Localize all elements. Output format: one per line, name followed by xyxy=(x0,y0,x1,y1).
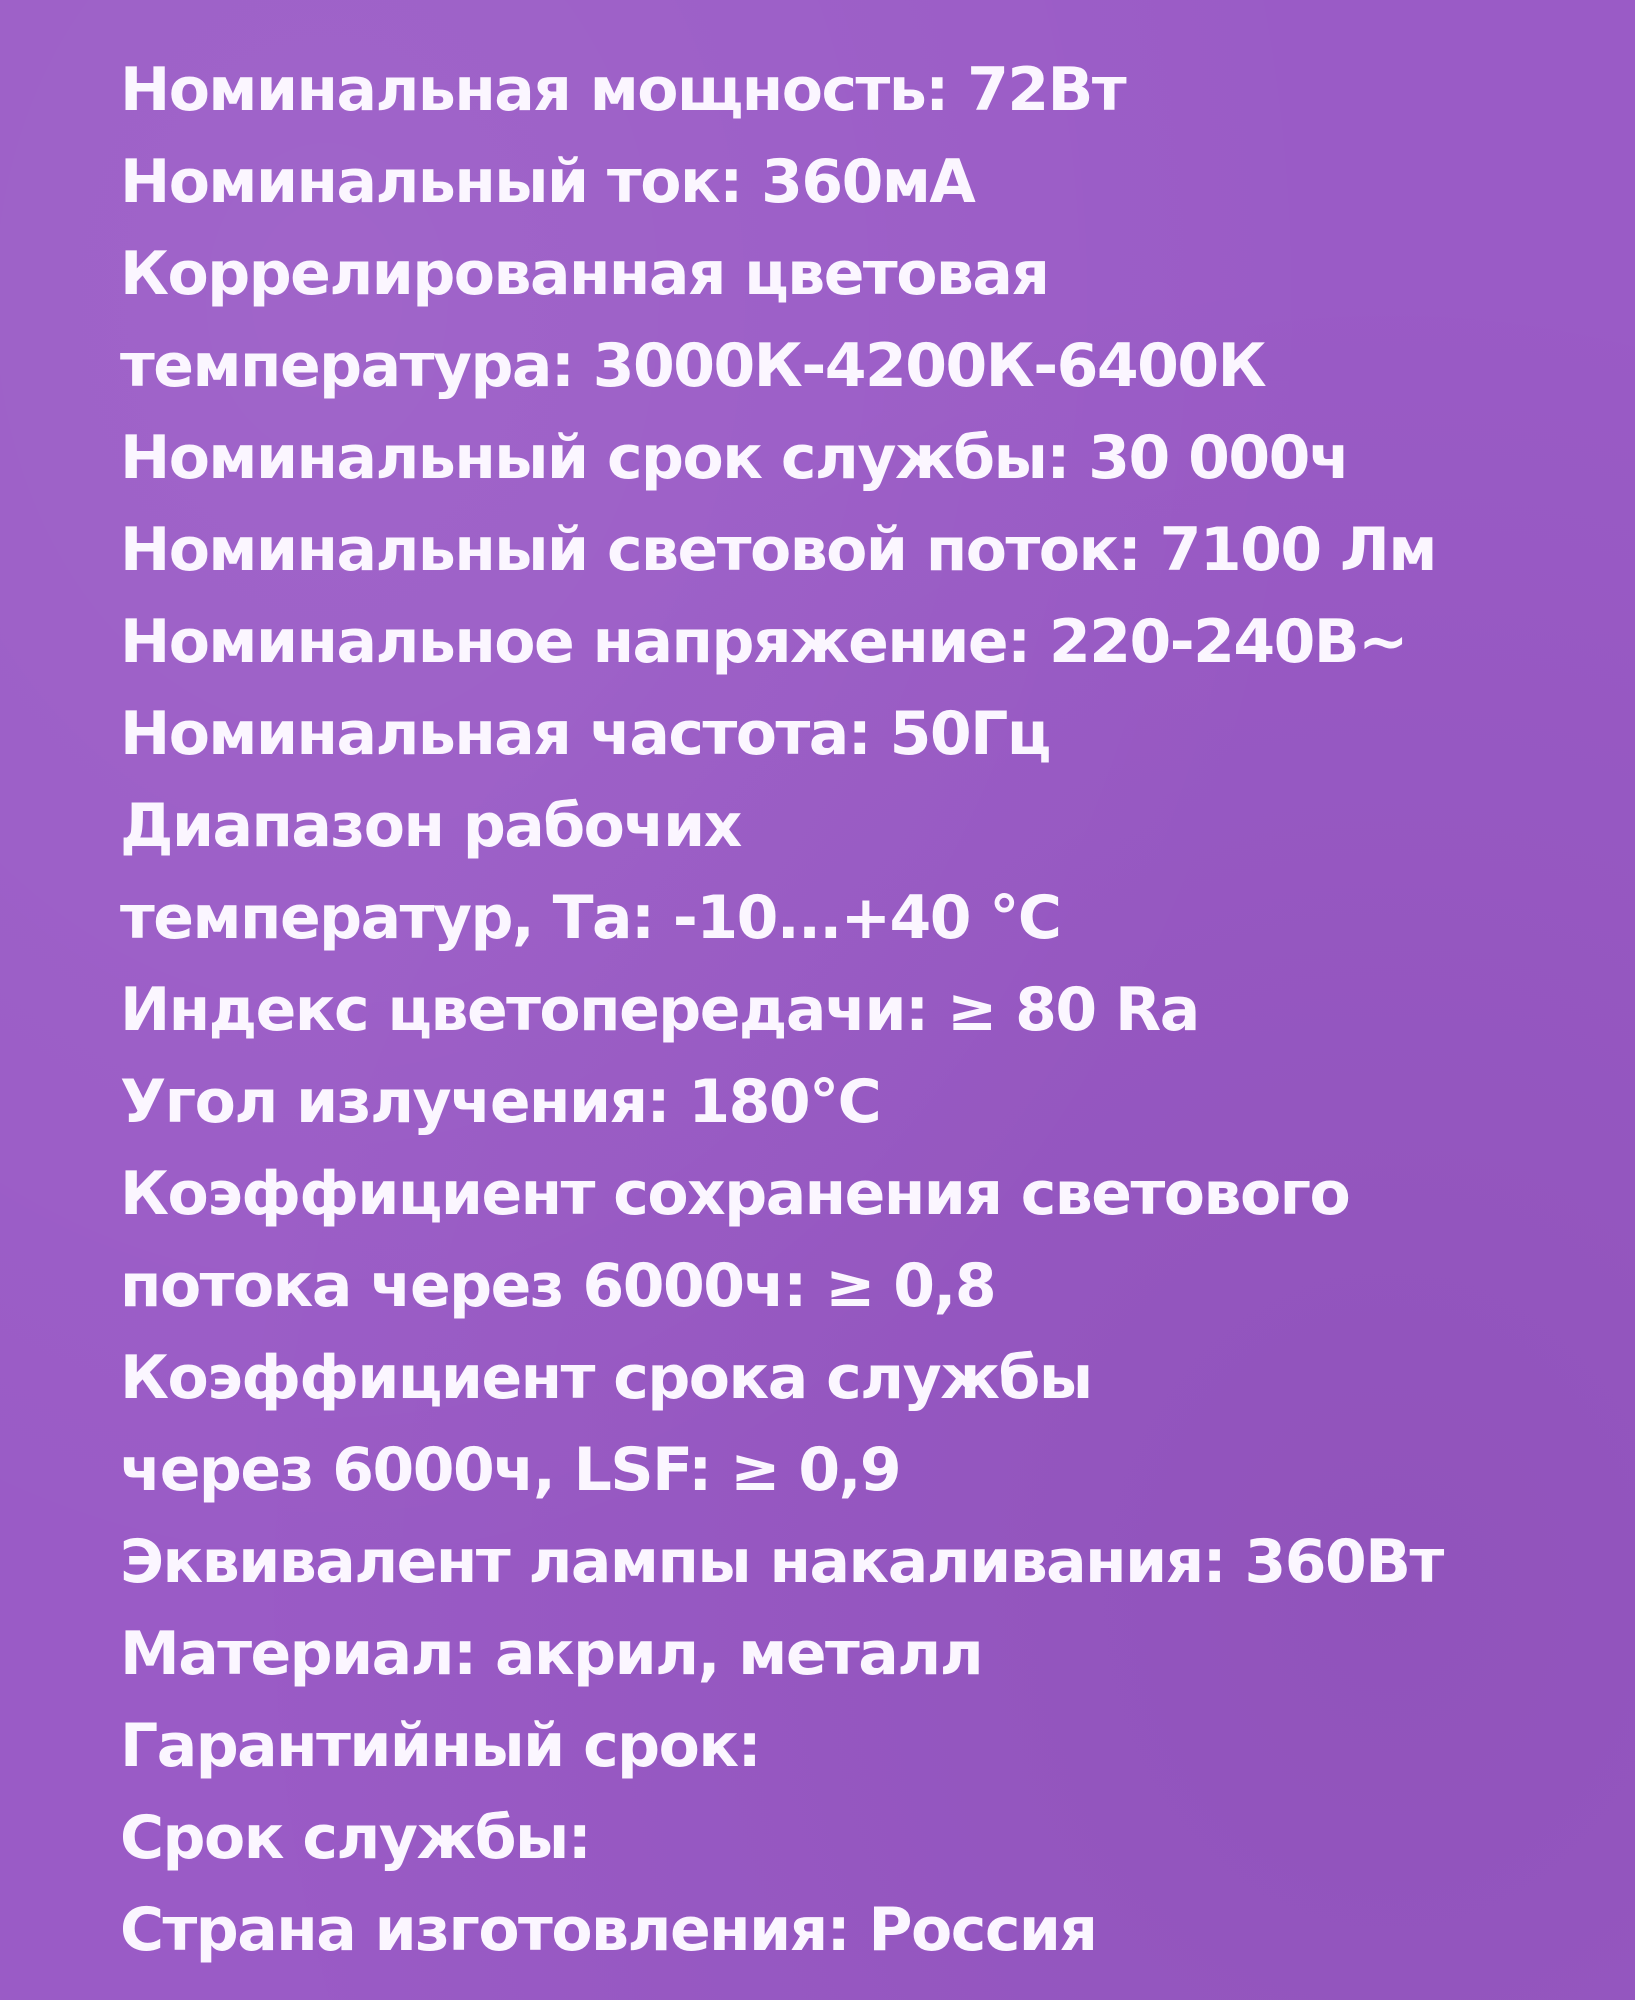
spec-color-temperature-label: Коррелированная цветовая xyxy=(120,239,1049,309)
specifications-list xyxy=(120,44,1560,1976)
spec-operating-temperature-label: Диапазон рабочих xyxy=(120,791,741,861)
spec-country-of-origin: Страна изготовления: Россия xyxy=(120,1895,1097,1965)
spec-lumen-maintenance-value: потока через 6000ч: ≥ 0,8 xyxy=(120,1251,996,1321)
spec-incandescent-equivalent: Эквивалент лампы накаливания: 360Вт xyxy=(120,1527,1443,1597)
spec-color-rendering-index: Индекс цветопередачи: ≥ 80 Ra xyxy=(120,975,1199,1045)
spec-warranty: Гарантийный срок: xyxy=(120,1711,761,1781)
spec-survival-factor-label: Коэффициент срока службы xyxy=(120,1343,1092,1413)
spec-color-temperature-value: температура: 3000К-4200К-6400К xyxy=(120,331,1266,401)
spec-rated-current: Номинальный ток: 360мА xyxy=(120,147,975,217)
spec-beam-angle: Угол излучения: 180°С xyxy=(120,1067,881,1137)
spec-lumen-maintenance-label: Коэффициент сохранения светового xyxy=(120,1159,1350,1229)
spec-rated-frequency: Номинальная частота: 50Гц xyxy=(120,699,1050,769)
spec-rated-voltage: Номинальное напряжение: 220-240В~ xyxy=(120,607,1407,677)
spec-luminous-flux: Номинальный световой поток: 7100 Лм xyxy=(120,515,1436,585)
spec-operating-temperature-value: температур, Та: -10...+40 °С xyxy=(120,883,1061,953)
spec-service-life: Срок службы: xyxy=(120,1803,591,1873)
spec-survival-factor-value: через 6000ч, LSF: ≥ 0,9 xyxy=(120,1435,901,1505)
spec-rated-power: Номинальная мощность: 72Вт xyxy=(120,55,1126,125)
spec-rated-lifetime: Номинальный срок службы: 30 000ч xyxy=(120,423,1349,493)
spec-material: Материал: акрил, металл xyxy=(120,1619,983,1689)
